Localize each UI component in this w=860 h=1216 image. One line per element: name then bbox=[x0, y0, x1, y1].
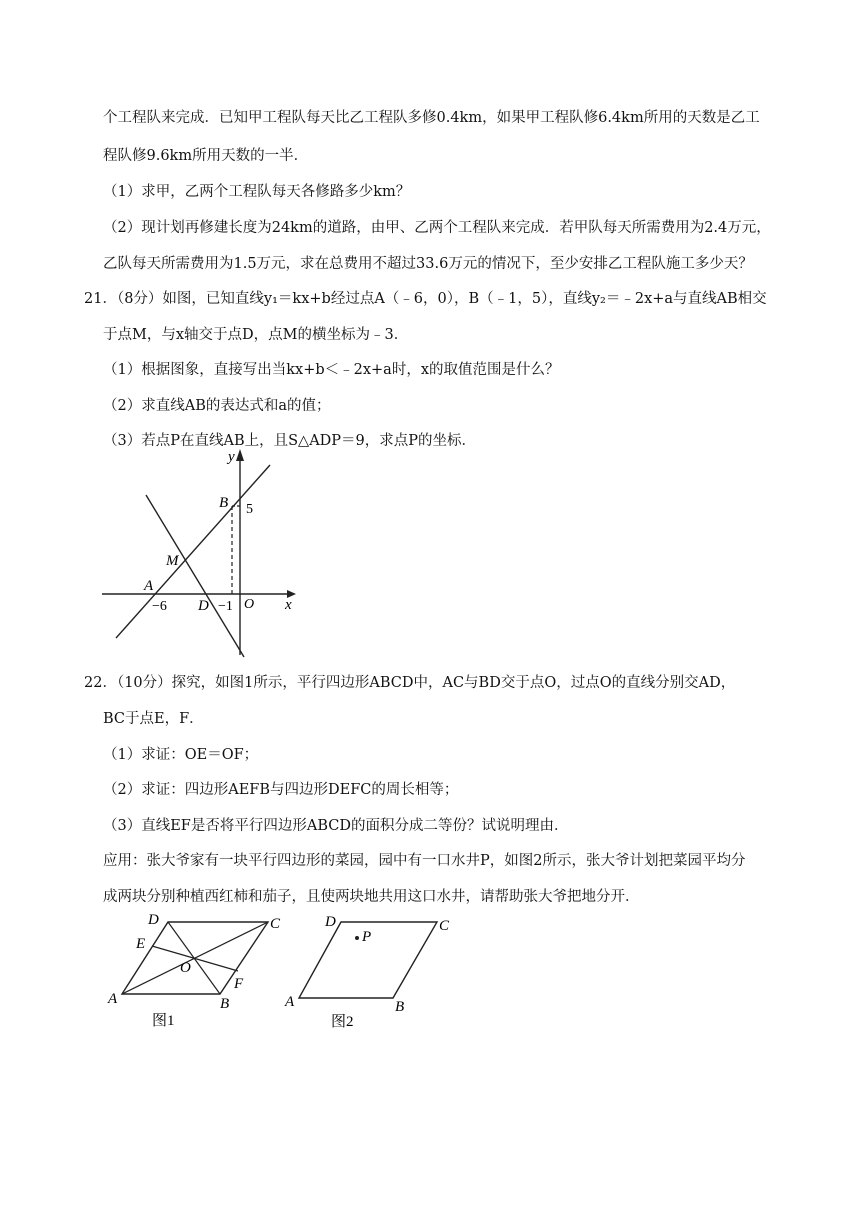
q22-figure-2 bbox=[283, 908, 463, 1033]
y-axis-arrow-icon bbox=[236, 449, 244, 461]
fig2-caption: 图2 bbox=[331, 1014, 354, 1030]
q22-text-line-2: BC于点E，F． bbox=[103, 711, 204, 727]
fig2-label-p: P bbox=[362, 929, 372, 945]
fig1-label-o: O bbox=[180, 960, 191, 976]
fig1-label-a: A bbox=[108, 991, 118, 1007]
q21-part-2: （2）求直线AB的表达式和a的值； bbox=[103, 398, 331, 414]
label-y: y bbox=[228, 449, 235, 465]
label-origin: O bbox=[244, 597, 255, 612]
label-m: M bbox=[166, 553, 179, 569]
line-md bbox=[146, 495, 244, 657]
segment-ef bbox=[152, 946, 238, 971]
q22-part-1: （1）求证：OE＝OF； bbox=[103, 747, 259, 763]
q22-part-2: （2）求证：四边形AEFB与四边形DEFC的周长相等； bbox=[103, 782, 459, 798]
fig1-label-b: B bbox=[220, 996, 230, 1012]
label-b: B bbox=[219, 495, 229, 511]
line-ab bbox=[116, 465, 270, 638]
well-point-p bbox=[355, 936, 359, 940]
q20-part-2-line-2: 乙队每天所需费用为1.5万元，求在总费用不超过33.6万元的情况下，至少安排乙工程队施工多少天？ bbox=[103, 256, 753, 272]
fig2-label-d: D bbox=[325, 914, 336, 930]
fig1-label-e: E bbox=[136, 936, 146, 952]
label-tick-neg6: −6 bbox=[152, 599, 167, 614]
fig1-label-f: F bbox=[234, 976, 244, 992]
fig2-label-b: B bbox=[395, 999, 405, 1015]
q22-text-line-1: 22．（10分）探究，如图1所示，平行四边形ABCD中，AC与BD交于点O，过点O的直线分别交AD， bbox=[84, 675, 736, 691]
q22-application-line-1: 应用：张大爷家有一块平行四边形的菜园，园中有一口水井P，如图2所示，张大爷计划把菜园平均分 bbox=[103, 853, 746, 869]
q20-part-2-line-1: （2）现计划再修建长度为24km的道路，由甲、乙两个工程队来完成．若甲队每天所需费用为2.4万元， bbox=[103, 220, 771, 236]
fig1-caption: 图1 bbox=[152, 1013, 175, 1029]
q21-part-3: （3）若点P在直线AB上，且S△ADP＝9，求点P的坐标． bbox=[103, 433, 477, 449]
q22-figure-1 bbox=[100, 908, 290, 1033]
label-d: D bbox=[198, 598, 209, 614]
q22-application-line-2: 成两块分别种植西红柿和茄子，且使两块地共用这口水井，请帮助张大爷把地分开． bbox=[103, 889, 640, 905]
label-tick-neg1: −1 bbox=[218, 599, 233, 614]
q22-part-3: （3）直线EF是否将平行四边形ABCD的面积分成二等份？试说明理由． bbox=[103, 818, 569, 834]
q20-text-line-1: 个工程队来完成．已知甲工程队每天比乙工程队多修0.4km，如果甲工程队修6.4km所用的天数是乙工 bbox=[103, 110, 760, 126]
label-a: A bbox=[144, 578, 154, 594]
fig1-label-c: C bbox=[270, 916, 281, 932]
label-tick-5: 5 bbox=[246, 502, 253, 517]
label-x: x bbox=[285, 597, 292, 613]
fig2-label-a: A bbox=[285, 994, 295, 1010]
q20-part-1: （1）求甲，乙两个工程队每天各修路多少km？ bbox=[103, 184, 411, 200]
q21-text-line-1: 21．（8分）如图，已知直线y₁＝kx+b经过点A（﹣6，0），B（﹣1，5），直线y₂＝﹣2x+a与直线AB相交 bbox=[84, 291, 767, 307]
fig2-label-c: C bbox=[439, 918, 450, 934]
q21-part-1: （1）根据图象，直接写出当kx+b＜﹣2x+a时，x的取值范围是什么？ bbox=[103, 362, 560, 378]
q20-text-line-2: 程队修9.6km所用天数的一半． bbox=[103, 148, 309, 164]
fig1-label-d: D bbox=[148, 912, 159, 928]
q21-figure bbox=[96, 445, 316, 660]
q21-text-line-2: 于点M，与x轴交于点D，点M的横坐标为﹣3． bbox=[103, 327, 409, 343]
